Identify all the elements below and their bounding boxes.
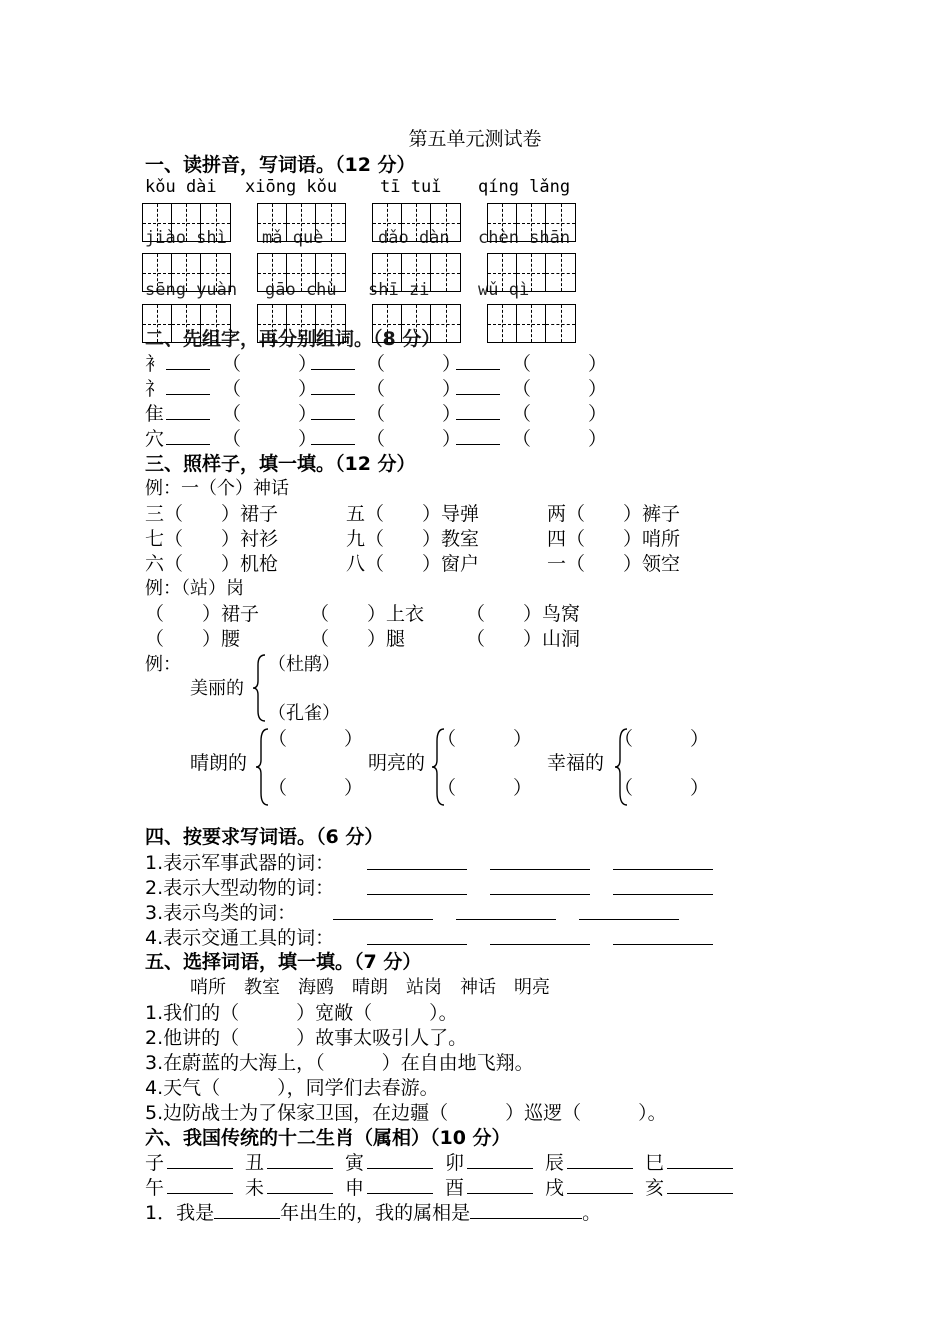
adj-qinglang: 晴朗的: [190, 752, 248, 774]
blank-pair[interactable]: （ ）: [437, 728, 533, 750]
writing-grid[interactable]: [372, 253, 461, 292]
verb-item: （ ）上衣: [310, 603, 425, 625]
zodiac-branch: 申: [345, 1177, 365, 1199]
char-blank[interactable]: [456, 394, 500, 395]
radical: 穴: [145, 428, 165, 450]
char-blank[interactable]: [166, 369, 210, 370]
zodiac-branch: 巳: [645, 1152, 665, 1174]
blank-pair[interactable]: （ ）: [437, 777, 533, 799]
answer-line[interactable]: [367, 944, 467, 945]
measure-item: 六（ ）机枪: [145, 553, 279, 575]
measure-item: 两（ ）裤子: [547, 503, 681, 525]
page-title: 第五单元测试卷: [408, 128, 542, 150]
pinyin: qíng lǎng: [478, 177, 571, 197]
answer-line[interactable]: [367, 894, 467, 895]
example-2: 例：（站）岗: [145, 578, 244, 599]
verb-item: （ ）鸟窝: [466, 603, 581, 625]
measure-item: 九（ ）教室: [346, 528, 480, 550]
answer-line[interactable]: [456, 919, 556, 920]
s5-item: 3.在蔚蓝的大海上，（ ）在自由地飞翔。: [145, 1052, 534, 1074]
answer-line[interactable]: [490, 944, 590, 945]
example-3-label: 例：: [145, 654, 181, 675]
s4-item: 2.表示大型动物的词：: [145, 877, 335, 899]
zodiac-animal-blank[interactable]: [467, 1168, 533, 1169]
measure-item: 七（ ）衬衫: [145, 528, 279, 550]
zodiac-animal-blank[interactable]: [667, 1168, 733, 1169]
blank-pair[interactable]: （ ）: [614, 777, 710, 799]
pinyin: sēng yuàn: [145, 280, 238, 300]
pinyin: gāo chù: [265, 280, 337, 300]
writing-grid[interactable]: [257, 253, 346, 292]
zodiac-branch: 午: [145, 1177, 165, 1199]
char-blank[interactable]: [166, 394, 210, 395]
word-paren[interactable]: （ ）: [366, 403, 462, 425]
measure-item: 八（ ）窗户: [346, 553, 480, 575]
section-3-heading: 三、照样子，填一填。（12 分）: [145, 453, 416, 475]
pinyin: dǎo dàn: [378, 228, 450, 248]
word-bank: 哨所 教室 海鸥 晴朗 站岗 神话 明亮: [190, 977, 550, 998]
zodiac-branch: 亥: [645, 1177, 665, 1199]
s5-item: 4.天气（ ），同学们去春游。: [145, 1077, 439, 1099]
measure-item: 四（ ）哨所: [547, 528, 681, 550]
zodiac-animal-blank[interactable]: [267, 1168, 333, 1169]
zodiac-animal-blank[interactable]: [567, 1168, 633, 1169]
answer-line[interactable]: [613, 944, 713, 945]
word-paren[interactable]: （ ）: [366, 353, 462, 375]
brace: [255, 653, 267, 723]
writing-grid[interactable]: [487, 203, 576, 242]
zodiac-animal-blank[interactable]: [567, 1193, 633, 1194]
example-3-word: 美丽的: [190, 678, 244, 699]
zodiac-animal-blank[interactable]: [167, 1193, 233, 1194]
pinyin: chèn shān: [478, 228, 571, 248]
example-3-bottom: （孔雀）: [268, 703, 340, 724]
word-paren[interactable]: （ ）: [222, 428, 318, 450]
example-3-top: （杜鹃）: [268, 654, 340, 675]
zodiac-blank[interactable]: [470, 1199, 582, 1219]
char-blank[interactable]: [456, 419, 500, 420]
word-paren[interactable]: （ ）: [222, 378, 318, 400]
word-paren[interactable]: （ ）: [222, 403, 318, 425]
char-blank[interactable]: [311, 419, 355, 420]
word-paren[interactable]: （ ）: [512, 403, 608, 425]
blank-pair[interactable]: （ ）: [268, 777, 364, 799]
zodiac-branch: 辰: [545, 1152, 565, 1174]
word-paren[interactable]: （ ）: [512, 428, 608, 450]
s4-item: 1.表示军事武器的词：: [145, 852, 335, 874]
pinyin: shī zi: [368, 280, 430, 300]
char-blank[interactable]: [311, 369, 355, 370]
radical: 衤: [145, 353, 165, 375]
s5-item: 5.边防战士为了保家卫国，在边疆（ ）巡逻（ ）。: [145, 1102, 667, 1124]
answer-line[interactable]: [613, 869, 713, 870]
zodiac-branch: 酉: [445, 1177, 465, 1199]
zodiac-branch: 卯: [445, 1152, 465, 1174]
blank-pair[interactable]: （ ）: [614, 728, 710, 750]
q-mid: 年出生的，我的属相是: [280, 1202, 471, 1224]
writing-grid[interactable]: [142, 253, 231, 292]
word-paren[interactable]: （ ）: [512, 378, 608, 400]
char-blank[interactable]: [166, 419, 210, 420]
pinyin: kǒu dài: [145, 177, 217, 197]
adj-xingfu: 幸福的: [547, 752, 605, 774]
section-5-heading: 五、选择词语，填一填。（7 分）: [145, 951, 422, 973]
measure-item: 一（ ）领空: [547, 553, 681, 575]
blank-pair[interactable]: （ ）: [268, 728, 364, 750]
pinyin: tī tuǐ: [380, 177, 442, 197]
s6-question: [145, 1198, 601, 1225]
adj-mingliang: 明亮的: [368, 752, 426, 774]
writing-grid[interactable]: [142, 203, 231, 242]
answer-line[interactable]: [490, 869, 590, 870]
s5-item: 1.我们的（ ）宽敞（ ）。: [145, 1002, 458, 1024]
word-paren[interactable]: （ ）: [366, 378, 462, 400]
char-blank[interactable]: [311, 444, 355, 445]
pinyin: jiào shì: [145, 228, 227, 248]
answer-line[interactable]: [579, 919, 679, 920]
zodiac-branch: 寅: [345, 1152, 365, 1174]
word-paren[interactable]: （ ）: [366, 428, 462, 450]
writing-grid[interactable]: [257, 203, 346, 242]
section-4-heading: 四、按要求写词语。（6 分）: [145, 826, 384, 848]
verb-item: （ ）腰: [145, 628, 241, 650]
writing-grid[interactable]: [487, 253, 576, 292]
word-paren[interactable]: （ ）: [512, 353, 608, 375]
section-1-heading: 一、读拼音，写词语。（12 分）: [145, 154, 416, 176]
answer-line[interactable]: [613, 894, 713, 895]
answer-line[interactable]: [490, 894, 590, 895]
radical: 礻: [145, 378, 165, 400]
measure-item: 五（ ）导弹: [346, 503, 480, 525]
zodiac-animal-blank[interactable]: [467, 1193, 533, 1194]
answer-line[interactable]: [367, 869, 467, 870]
pinyin: mǎ què: [262, 228, 324, 248]
section-6-heading: 六、我国传统的十二生肖（属相）（10 分）: [145, 1127, 511, 1149]
word-paren[interactable]: （ ）: [222, 353, 318, 375]
radical: 隹: [145, 403, 165, 425]
verb-item: （ ）山洞: [466, 628, 581, 650]
pinyin: xiōng kǒu: [245, 177, 338, 197]
section-2-heading: 二、先组字，再分别组词。（8 分）: [145, 328, 441, 350]
s4-item: 4.表示交通工具的词：: [145, 927, 335, 949]
zodiac-branch: 丑: [245, 1152, 265, 1174]
zodiac-animal-blank[interactable]: [667, 1193, 733, 1194]
zodiac-animal-blank[interactable]: [267, 1193, 333, 1194]
s4-item: 3.表示鸟类的词：: [145, 902, 297, 924]
zodiac-animal-blank[interactable]: [367, 1168, 433, 1169]
verb-item: （ ）裙子: [145, 603, 260, 625]
q-prefix: 1．我是: [145, 1202, 215, 1224]
char-blank[interactable]: [456, 369, 500, 370]
measure-item: 三（ ）裙子: [145, 503, 279, 525]
zodiac-branch: 戌: [545, 1177, 565, 1199]
writing-grid[interactable]: [487, 304, 576, 343]
pinyin: wǔ qì: [478, 280, 530, 300]
example-1: 例：一（个）神话: [145, 478, 289, 499]
writing-grid[interactable]: [372, 203, 461, 242]
verb-item: （ ）腿: [310, 628, 406, 650]
char-blank[interactable]: [456, 444, 500, 445]
zodiac-branch: 子: [145, 1152, 165, 1174]
q-end: 。: [582, 1202, 602, 1224]
year-blank[interactable]: [214, 1199, 280, 1219]
zodiac-animal-blank[interactable]: [167, 1168, 233, 1169]
zodiac-animal-blank[interactable]: [367, 1193, 433, 1194]
answer-line[interactable]: [333, 919, 433, 920]
char-blank[interactable]: [166, 444, 210, 445]
zodiac-branch: 未: [245, 1177, 265, 1199]
char-blank[interactable]: [311, 394, 355, 395]
s5-item: 2.他讲的（ ）故事太吸引人了。: [145, 1027, 468, 1049]
